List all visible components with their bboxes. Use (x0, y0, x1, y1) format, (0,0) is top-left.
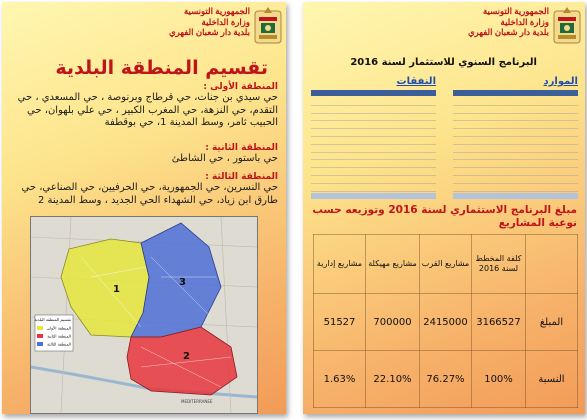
table-corner-cell (526, 235, 578, 294)
zone-1-text: حي سيدي بن جنات، حي قرطاج وبرنوصة ، حي المسعدي ، حي التقدم، حي النزهة، حي المغرب الكبير ، حي علي بلهوان، حي الحبيب ثامر، وسط المدينة 1، حي بوقطفة (17, 92, 278, 128)
municipal-zones-panel (2, 2, 286, 414)
amount-local-projects: 2415000 (420, 294, 472, 351)
percent-label: النسبة (526, 351, 578, 408)
map-legend (34, 315, 73, 351)
header-plan-cost: كلفة المخطط لسنة 2016 (472, 235, 526, 294)
institution-header (169, 6, 250, 38)
program-subtitle: مبلغ البرنامج الاستثماري لسنة 2016 وتوزيعه حسب نوعية المشاريع (312, 204, 577, 229)
zones-map (30, 216, 258, 414)
header-country: الجمهورية التونسية (482, 6, 549, 16)
resources-total-bar (453, 193, 578, 199)
header-admin-projects: مشاريع إدارية (314, 235, 366, 294)
percent-plan-cost: 100% (472, 351, 526, 408)
zones-map-svg (31, 217, 257, 413)
zone-1-map-label: 1 (113, 284, 120, 295)
legend-title: تقسيم المنطقة البلدية (34, 317, 71, 322)
institution-header (468, 6, 549, 38)
table-row (314, 351, 578, 408)
amount-admin-projects: 51527 (314, 294, 366, 351)
municipality-emblem-icon (253, 5, 283, 47)
header-municipality: بلدية دار شعبان الفهري (168, 27, 250, 37)
expenses-total-bar (311, 193, 436, 199)
zone-1-heading: المنطقة الأولى : (203, 82, 278, 92)
header-local-projects: مشاريع القرب (420, 235, 472, 294)
legend-zone-2: المنطقة الثانية (47, 333, 71, 339)
page-title: تقسيم المنطقة البلدية (55, 57, 268, 79)
investment-program-panel (303, 2, 585, 414)
zone-2-text: حي باستور ، حي الشاطئ (171, 153, 278, 164)
expenses-heading: النفقات (396, 76, 436, 87)
zone-2-heading: المنطقة الثانية : (205, 143, 278, 153)
percent-structural-projects: 22.10% (366, 351, 420, 408)
zone-2-block (10, 143, 278, 166)
header-country: الجمهورية التونسية (183, 6, 250, 16)
amount-label: المبلغ (526, 294, 578, 351)
resources-header-bar (453, 90, 578, 96)
header-ministry: وزارة الداخلية (500, 16, 549, 27)
map-street-label: MEDITERRANEE (181, 399, 213, 404)
program-distribution-table (313, 234, 578, 408)
legend-zone-3: المنطقة الثالثة (47, 341, 71, 347)
zone-3-map-label: 3 (179, 277, 186, 288)
zone-3-heading: المنطقة الثالثة : (205, 172, 278, 182)
expenses-header-bar (311, 90, 436, 96)
resources-ledger (453, 76, 578, 188)
legend-zone-1: المنطقة الأولى (46, 325, 71, 331)
percent-admin-projects: 1.63% (314, 351, 366, 408)
zone-2-map-label: 2 (183, 351, 190, 362)
amount-structural-projects: 700000 (366, 294, 420, 351)
zone-1-block (10, 82, 278, 130)
zone-3-text: حي النسرين، حي الجمهورية، حي الحرفيين، حي الصناعي، حي طارق ابن زياد، حي الشهداء الحي الجديد ، وسط المدينة 2 (21, 182, 278, 206)
percent-local-projects: 76.27% (420, 351, 472, 408)
expenses-ledger (311, 76, 436, 188)
table-header-row (314, 235, 578, 294)
resources-heading: الموارد (543, 76, 578, 87)
zone-3-block (10, 172, 278, 207)
header-structural-projects: مشاريع مهيكلة (366, 235, 420, 294)
table-row (314, 294, 578, 351)
header-ministry: وزارة الداخلية (201, 16, 250, 27)
municipality-emblem-icon (552, 5, 582, 47)
header-municipality: بلدية دار شعبان الفهري (467, 27, 549, 37)
amount-plan-cost: 3166527 (472, 294, 526, 351)
program-title: البرنامج السنوي للاستثمار لسنة 2016 (350, 57, 537, 68)
